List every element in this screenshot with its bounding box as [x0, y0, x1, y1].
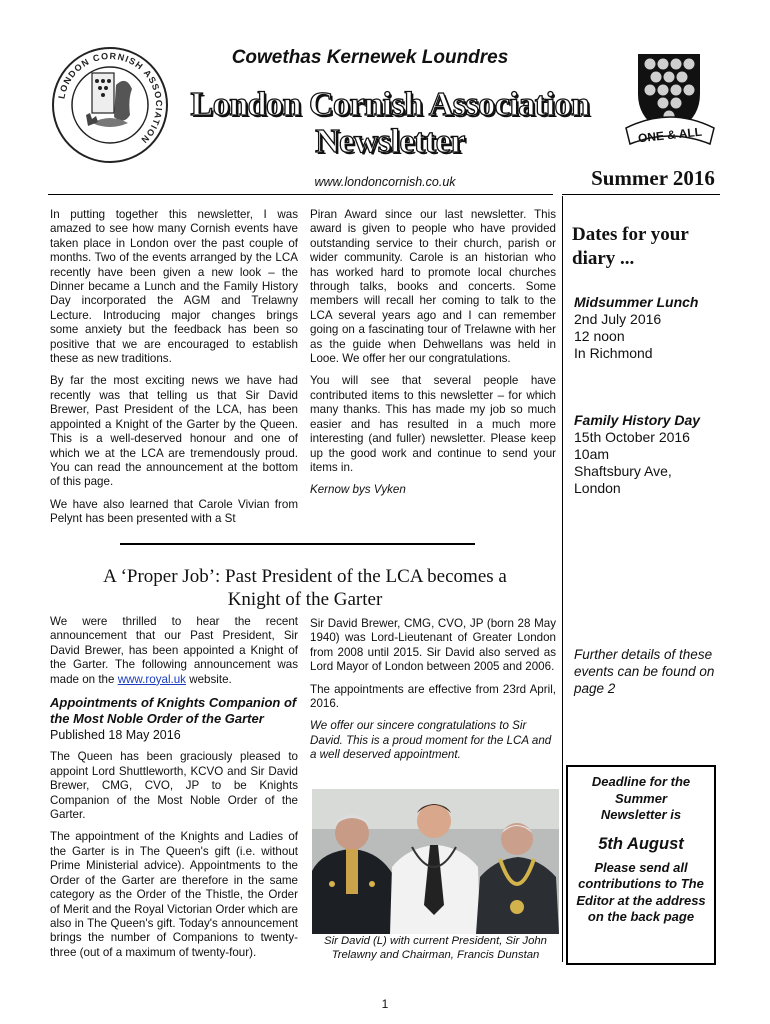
newsletter-title — [150, 86, 630, 160]
article-lead-text: We were thrilled to hear the recent announcement that our Past President, Sir David Brewer, has been appointed a Knight of the Garter. The following announcement was made on the — [50, 615, 298, 686]
issue-date: Summer 2016 — [591, 166, 715, 190]
svg-text:LONDON CORNISH ASSOCIATION — [56, 51, 164, 146]
intro-paragraph: You will see that several people have contributed items to this newsletter – for which many thanks. This has made my job so much easier and has resulted in a much more interesting (and fuller) newsletter. Please keep up the good work and continue to send your items in. — [310, 374, 556, 474]
congratulations-note: We offer our sincere congratulations to Sir David. This is a proud moment for the LCA and a well deserved appointment. — [310, 719, 552, 762]
event-detail: 12 noon — [574, 328, 625, 344]
published-date: Published 18 May 2016 — [50, 728, 181, 743]
intro-paragraph: In putting together this newsletter, I was amazed to see how many Cornish events have taken place in London over the past couple of months. Two of the events arranged by the LCA recently have been given a new look – the Dinner became a Lunch and the Family History Day incorporated the AGM and Trelawny Lecture. Introducing major changes brings some anxiety but the feedback has been so positive that we are encouraged to establish these as new traditions. — [50, 208, 298, 366]
group-photo — [312, 789, 559, 934]
article-paragraph: The appointment of the Knights and Ladies of the Garter is in The Queen's gift (i.e. without Prime Ministerial advice). Appointments to the Order of the Garter are therefore in the same category as the Order of the Thistle, the Order of Merit and the Royal Victorian Order which are also in The Queen's gift. Today's announcement brings the number of Companions to twenty-three (out of a maximum of twenty-four). — [50, 830, 298, 959]
diary-title-line-2: diary ... — [572, 248, 635, 269]
section-divider — [120, 543, 475, 545]
top-divider — [48, 194, 553, 195]
event-family-history-day — [574, 412, 718, 497]
intro-paragraph: We have also learned that Carole Vivian from Pelynt has been presented with a St — [50, 497, 298, 526]
appointments-heading: Appointments of Knights Companion of the Most Noble Order of the Garter — [50, 695, 297, 726]
event-detail: 10am — [574, 446, 610, 462]
article-paragraph: Sir David Brewer, CMG, CVO, JP (born 28 May 1940) was Lord-Lieutenant of Greater London from 2008 until 2015. Sir David also served as Lord Mayor of London between 2005 and 2006. — [310, 617, 556, 674]
event-detail: Shaftsbury Ave, — [574, 463, 672, 479]
article-column-2 — [310, 617, 556, 771]
diary-title-line-1: Dates for your — [572, 224, 689, 245]
shield-motto: ONE & ALL — [637, 124, 703, 146]
event-detail: London — [574, 480, 621, 496]
article-title-line-1: A ‘Proper Job’: Past President of the LCA becomes a — [103, 566, 507, 587]
intro-column-2 — [310, 208, 556, 506]
intro-paragraph: By far the most exciting news we have had recently was that telling us that Sir David Brewer, Past President of the LCA, has been appointed a Knight of the Garter by the Queen. This is a well-deserved honour and one of which we at the LCA are tremendously proud. You can read the announcement at the bottom of this page. — [50, 374, 298, 489]
event-detail: 2nd July 2016 — [574, 311, 662, 327]
photo-caption: Sir David (L) with current President, Sir John Trelawny and Chairman, Francis Dunstan — [324, 935, 547, 961]
article-title-line-2: Knight of the Garter — [227, 589, 383, 610]
diary-title — [572, 223, 712, 271]
intro-signoff: Kernow bys Vyken — [310, 483, 406, 497]
article-paragraph: The appointments are effective from 23rd April, 2016. — [310, 682, 556, 711]
intro-paragraph: Piran Award since our last newsletter. This award is given to people who have provided outstanding service to their church, parish or wider community. Carole is an historian who has worked hard to promote local churches through talks, books and concerts. Some members will recall her coming to talk to the LCA several years ago and I can remember going on a fascinating tour of Trelawne with her as the guide when Dehwellans was held in Looe. We offer her our congratulations. — [310, 208, 556, 366]
deadline-heading: Deadline for the Summer Newsletter is — [591, 774, 691, 822]
event-title: Midsummer Lunch — [574, 294, 699, 310]
deadline-date: 5th August — [598, 834, 684, 853]
event-detail: 15th October 2016 — [574, 429, 690, 445]
event-midsummer-lunch — [574, 294, 718, 362]
seal-text: LONDON CORNISH ASSOCIATION — [56, 50, 165, 146]
article-column-1 — [50, 615, 298, 968]
further-details-note: Further details of these events can be found on page 2 — [574, 647, 715, 696]
website-url[interactable]: www.londoncornish.co.uk — [314, 175, 456, 189]
deadline-note: Please send all contributions to The Editor at the address on the back page — [576, 859, 706, 924]
article-title — [60, 565, 550, 611]
royal-uk-link[interactable]: www.royal.uk — [117, 672, 186, 686]
page-number: 1 — [381, 997, 389, 1011]
cornwall-shield-logo — [620, 50, 720, 160]
deadline-box — [566, 765, 716, 965]
sidebar-top-divider — [562, 194, 720, 195]
article-paragraph: The Queen has been graciously pleased to appoint Lord Shuttleworth, KCVO and Sir David Brewer, CMG, CVO, JP to be Knights Companion of the Most Noble Order of the Garter. — [50, 750, 298, 822]
event-detail: In Richmond — [574, 345, 653, 361]
event-title: Family History Day — [574, 412, 701, 428]
intro-column-1 — [50, 208, 298, 535]
masthead-subtitle: Cowethas Kernewek Loundres — [231, 47, 509, 68]
title-line-1: London Cornish Association — [190, 86, 590, 123]
article-lead — [50, 615, 298, 687]
article-lead-text-end: website. — [185, 672, 232, 686]
title-line-2: Newsletter — [315, 123, 465, 160]
